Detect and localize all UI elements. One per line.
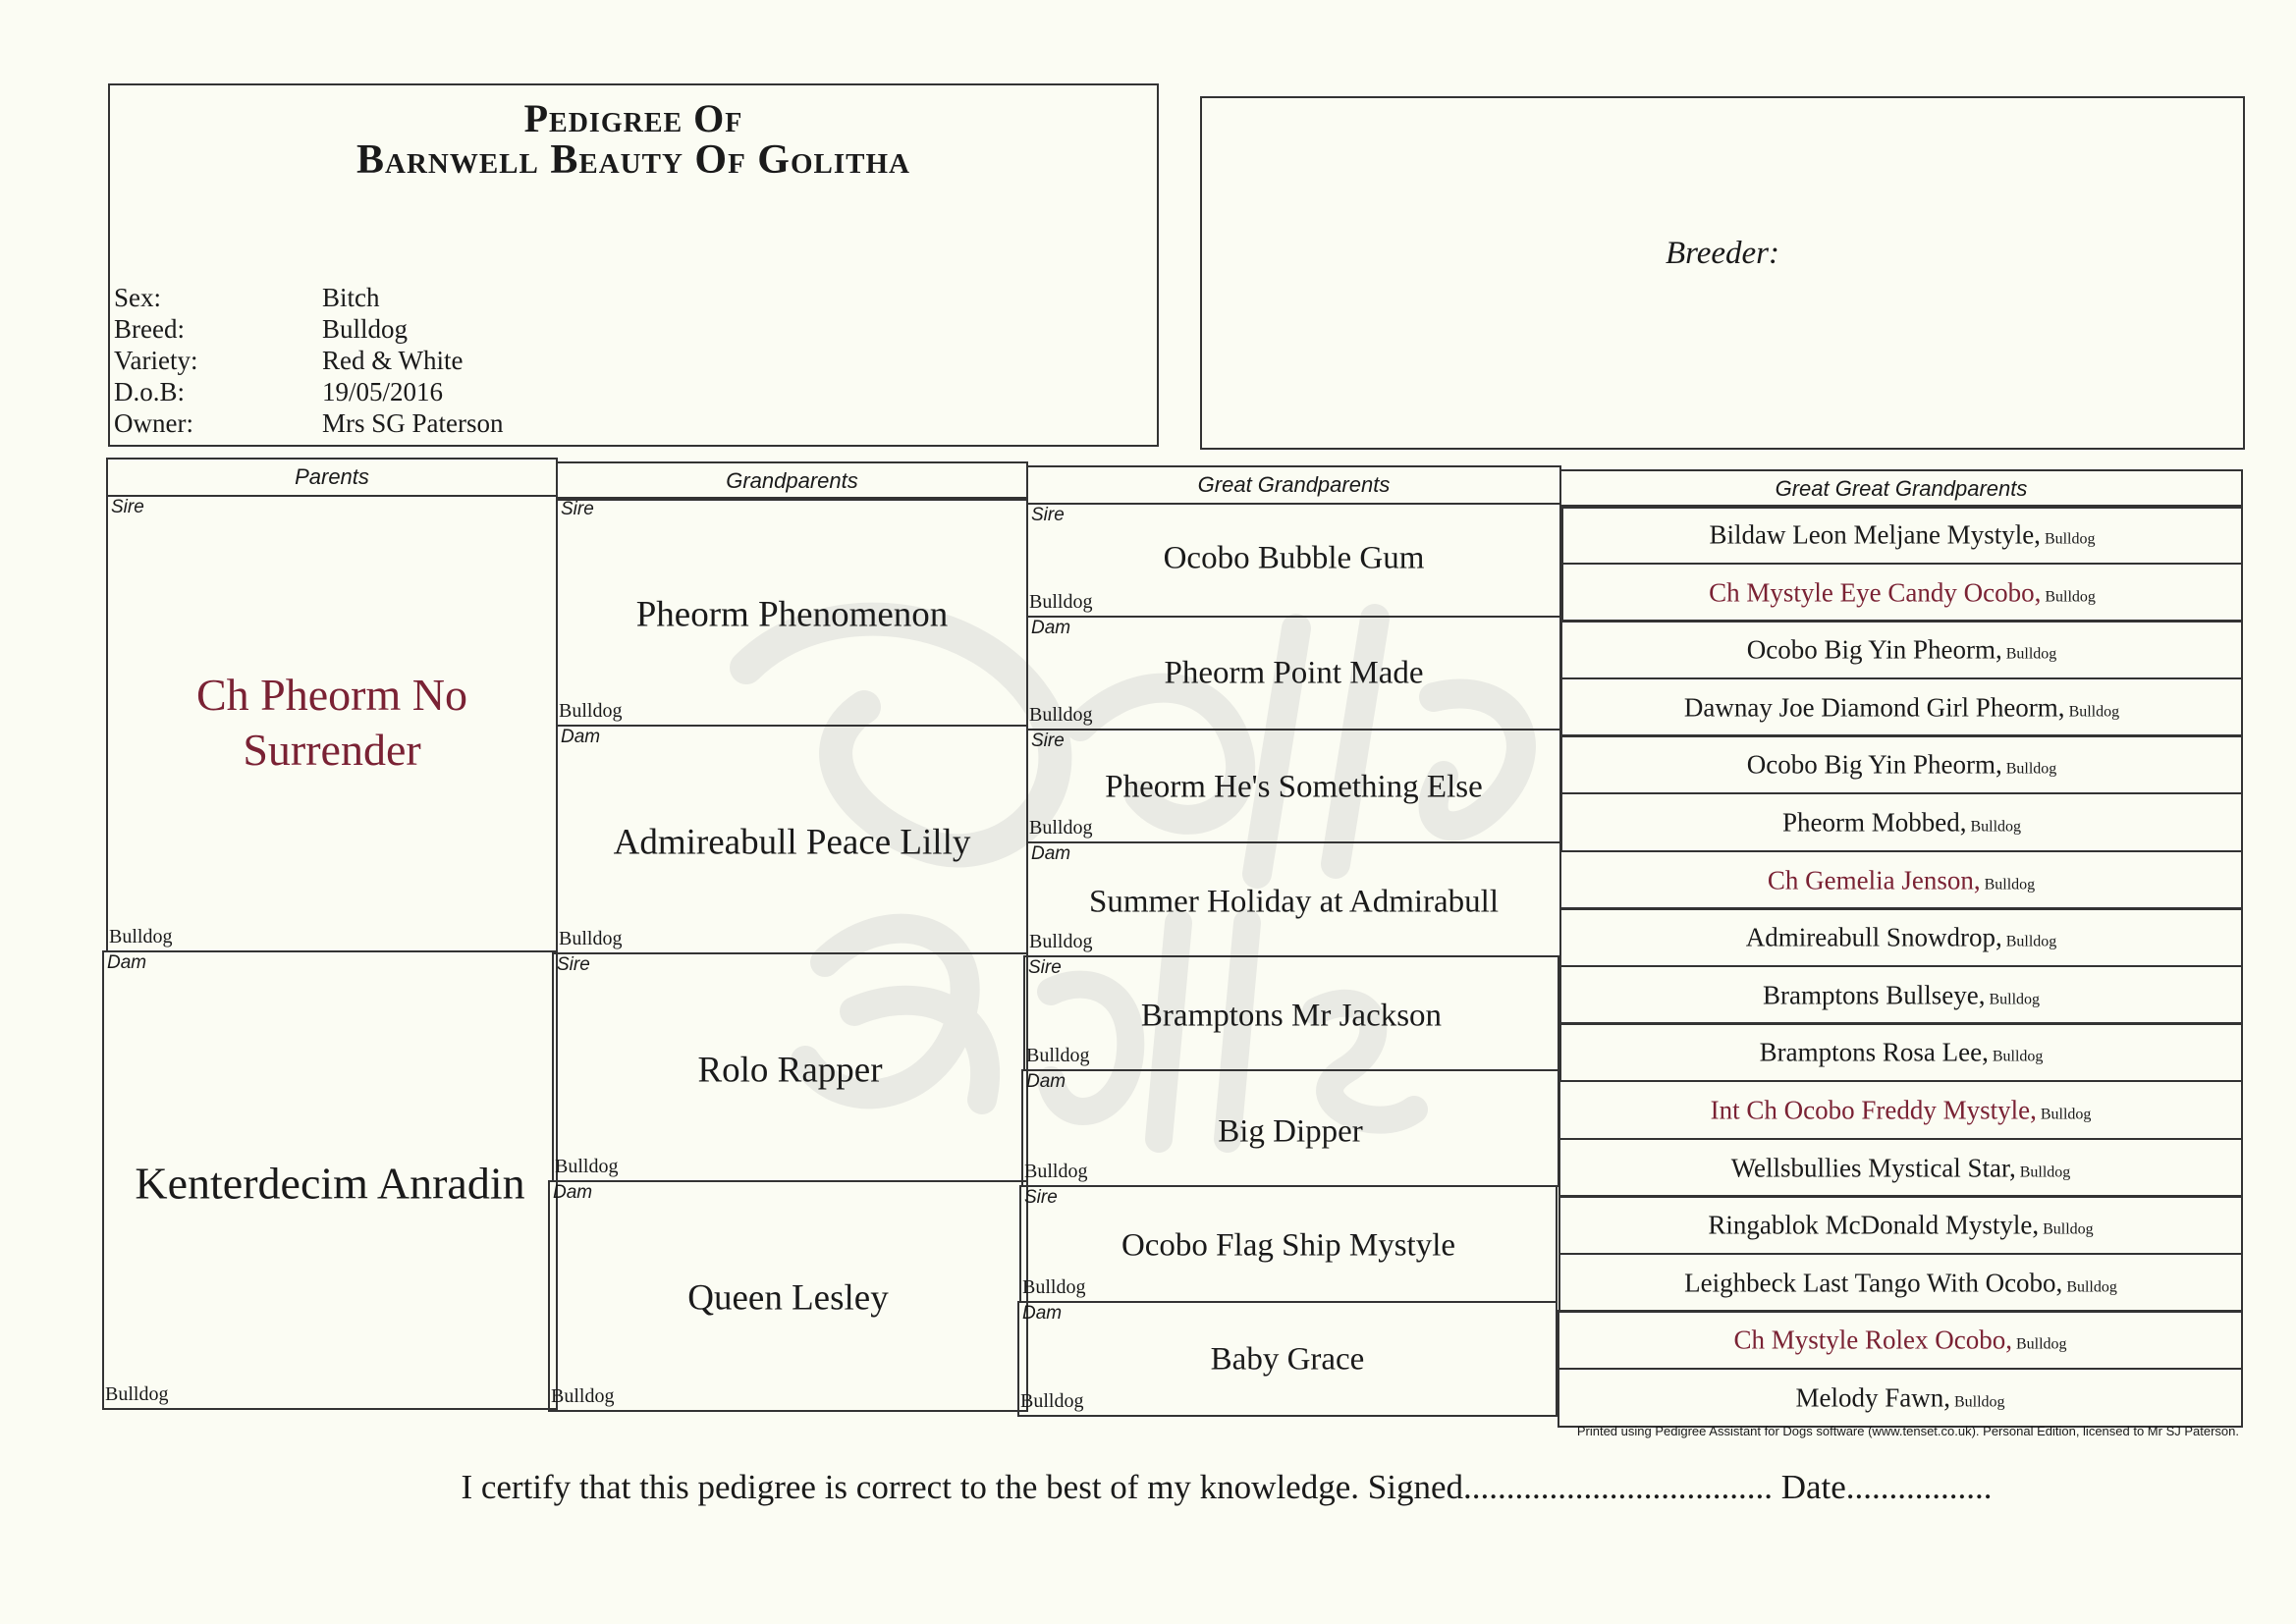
- info-value-owner: Mrs SG Paterson: [322, 408, 504, 438]
- breed-label: Bulldog: [2005, 933, 2057, 949]
- great-great-grandparent-row: [1559, 850, 2243, 910]
- breed-label: Bulldog: [1029, 704, 1093, 726]
- great-great-grandparent-entry: [1560, 1268, 2241, 1298]
- breeder-panel: [1200, 96, 2245, 450]
- great-grandparent-name: Bramptons Mr Jackson: [1140, 998, 1443, 1034]
- great-great-grandparent-row: [1558, 1138, 2243, 1198]
- great-great-grandparent-entry: [1561, 922, 2241, 952]
- great-great-grandparent-name: Bramptons Rosa Lee,: [1759, 1037, 1989, 1066]
- column-header-parents: Parents: [106, 458, 558, 497]
- sire-role-label: Sire: [561, 499, 594, 519]
- title-line-2: Barnwell Beauty Of Golitha: [356, 137, 910, 183]
- great-grandparent-cell: [1023, 955, 1559, 1071]
- great-grandparent-name: Pheorm Point Made: [1164, 655, 1424, 691]
- breed-label: Bulldog: [2044, 530, 2096, 547]
- dam-role-label: Dam: [1031, 843, 1071, 864]
- grandparent-cell: [552, 952, 1028, 1182]
- great-grandparent-name: Baby Grace: [1210, 1341, 1365, 1378]
- great-grandparent-cell: [1017, 1301, 1558, 1417]
- sire-role-label: Sire: [1031, 505, 1065, 525]
- great-great-grandparent-name: Ch Gemelia Jenson,: [1767, 865, 1981, 894]
- great-great-grandparent-row: [1558, 1080, 2243, 1140]
- dam-role-label: Dam: [553, 1182, 593, 1203]
- title-line-1: Pedigree Of: [523, 96, 743, 140]
- great-grandparent-cell: [1019, 1185, 1558, 1303]
- great-great-grandparent-row: [1560, 734, 2243, 794]
- breed-label: Bulldog: [2068, 703, 2120, 720]
- info-label-sex: Sex:: [114, 283, 162, 312]
- great-great-grandparent-name: Melody Fawn,: [1795, 1382, 1950, 1412]
- great-grandparent-name: Pheorm He's Something Else: [1105, 769, 1483, 805]
- breed-label: Bulldog: [1989, 991, 2041, 1007]
- great-great-grandparent-entry: [1563, 577, 2241, 608]
- sire-role-label: Sire: [1028, 957, 1062, 978]
- sire-role-label: Sire: [557, 954, 590, 975]
- breed-label: Bulldog: [1953, 1393, 2005, 1410]
- breed-label: Bulldog: [2005, 760, 2057, 777]
- great-great-grandparent-entry: [1563, 519, 2241, 550]
- great-great-grandparent-name: Ch Mystyle Rolex Ocobo,: [1733, 1325, 2012, 1354]
- great-grandparent-name: Big Dipper: [1218, 1113, 1363, 1150]
- sire-role-label: Sire: [1031, 731, 1065, 751]
- great-great-grandparent-entry: [1559, 1325, 2241, 1355]
- column-header-great-grandparents: Great Grandparents: [1026, 465, 1561, 505]
- great-great-grandparent-name: Admireabull Snowdrop,: [1745, 922, 2002, 951]
- great-great-grandparent-entry: [1561, 1037, 2241, 1067]
- breed-label: Bulldog: [2066, 1278, 2117, 1295]
- great-great-grandparent-entry: [1559, 1382, 2241, 1413]
- great-great-grandparent-row: [1558, 1195, 2243, 1255]
- great-great-grandparent-row: [1559, 965, 2243, 1025]
- sire-role-label: Sire: [111, 497, 144, 517]
- great-great-grandparent-row: [1559, 907, 2243, 967]
- dam-role-label: Dam: [1022, 1303, 1063, 1324]
- great-grandparent-cell: [1026, 503, 1561, 618]
- great-great-grandparent-row: [1561, 505, 2243, 565]
- info-value-breed: Bulldog: [322, 314, 409, 344]
- info-label-variety: Variety:: [114, 346, 198, 375]
- great-great-grandparent-name: Wellsbullies Mystical Star,: [1730, 1153, 2016, 1182]
- breed-label: Bulldog: [105, 1383, 169, 1405]
- dam-role-label: Dam: [1026, 1071, 1066, 1092]
- parent-sire-cell: [106, 495, 558, 952]
- great-great-grandparent-name: Pheorm Mobbed,: [1781, 807, 1967, 837]
- breed-label: Bulldog: [555, 1156, 619, 1177]
- info-label-breed: Breed:: [114, 314, 185, 344]
- breed-label: Bulldog: [1022, 1276, 1086, 1298]
- breed-label: Bulldog: [1992, 1048, 2044, 1064]
- great-grandparent-cell: [1021, 1069, 1559, 1187]
- breed-label: Bulldog: [2015, 1335, 2067, 1352]
- sire-role-label: Sire: [1024, 1187, 1058, 1208]
- dam-role-label: Dam: [561, 727, 601, 747]
- great-great-grandparent-entry: [1562, 749, 2241, 780]
- breed-label: Bulldog: [1029, 591, 1093, 613]
- dam-role-label: Dam: [1031, 618, 1071, 638]
- great-great-grandparent-name: Ringablok McDonald Mystyle,: [1708, 1210, 2040, 1239]
- parent-dam-cell: [102, 950, 558, 1410]
- grandparent-name: Admireabull Peace Lilly: [613, 822, 971, 863]
- grandparent-name: Queen Lesley: [687, 1277, 889, 1319]
- info-label-owner: Owner:: [114, 408, 193, 438]
- great-great-grandparent-entry: [1561, 865, 2241, 895]
- info-value-variety: Red & White: [322, 346, 464, 375]
- great-great-grandparent-name: Int Ch Ocobo Freddy Mystyle,: [1710, 1095, 2037, 1124]
- software-footer-note: Printed using Pedigree Assistant for Dogs software (www.tenset.co.uk). Personal Edition, licensed to Mr SJ Paterson.: [1576, 1424, 2239, 1438]
- breed-label: Bulldog: [1029, 931, 1093, 952]
- great-grandparent-cell: [1026, 729, 1561, 843]
- breed-label: Bulldog: [1026, 1045, 1090, 1066]
- great-great-grandparent-name: Ocobo Big Yin Pheorm,: [1746, 749, 2002, 779]
- great-great-grandparent-name: Ocobo Big Yin Pheorm,: [1746, 634, 2002, 664]
- great-great-grandparent-entry: [1560, 1153, 2241, 1183]
- breed-label: Bulldog: [559, 700, 623, 722]
- grandparent-cell: [556, 497, 1028, 727]
- breed-label: Bulldog: [559, 928, 623, 949]
- breed-label: Bulldog: [109, 926, 173, 947]
- column-header-grandparents: Grandparents: [556, 461, 1028, 501]
- breed-label: Bulldog: [1029, 817, 1093, 839]
- great-great-grandparent-name: Leighbeck Last Tango With Ocobo,: [1684, 1268, 2063, 1297]
- great-great-grandparent-row: [1559, 1022, 2243, 1082]
- breed-label: Bulldog: [2019, 1164, 2071, 1180]
- certification-statement: I certify that this pedigree is correct to the best of my knowledge. Signed.................................... Date.................: [461, 1468, 1993, 1506]
- info-label-dob: D.o.B:: [114, 377, 186, 406]
- great-great-grandparent-entry: [1560, 1095, 2241, 1125]
- breed-label: Bulldog: [1970, 818, 2022, 835]
- breed-label: Bulldog: [1984, 876, 2036, 893]
- breed-label: Bulldog: [1020, 1390, 1084, 1412]
- dam-role-label: Dam: [107, 952, 147, 973]
- great-great-grandparent-entry: [1562, 634, 2241, 665]
- great-great-grandparent-row: [1560, 620, 2243, 679]
- breeder-label: Breeder:: [1665, 236, 1780, 271]
- info-value-sex: Bitch: [322, 283, 380, 312]
- breed-label: Bulldog: [2040, 1106, 2092, 1122]
- great-grandparent-name: Ocobo Flag Ship Mystyle: [1121, 1227, 1456, 1264]
- grandparent-cell: [556, 725, 1028, 954]
- great-great-grandparent-name: Dawnay Joe Diamond Girl Pheorm,: [1683, 692, 2065, 722]
- great-great-grandparent-entry: [1560, 1210, 2241, 1240]
- grandparent-cell: [548, 1180, 1028, 1412]
- great-great-grandparent-name: Ch Mystyle Eye Candy Ocobo,: [1709, 577, 2042, 607]
- great-great-grandparent-row: [1560, 677, 2243, 737]
- great-grandparent-cell: [1026, 841, 1561, 957]
- great-great-grandparent-row: [1558, 1253, 2243, 1313]
- great-great-grandparent-row: [1558, 1368, 2243, 1428]
- breed-label: Bulldog: [2043, 1220, 2094, 1237]
- great-great-grandparent-entry: [1562, 692, 2241, 723]
- dog-header-panel: [108, 83, 1159, 447]
- parent-dam-name: Kenterdecim Anradin: [135, 1158, 525, 1209]
- great-great-grandparent-row: [1561, 563, 2243, 623]
- grandparent-name: Rolo Rapper: [697, 1050, 883, 1091]
- great-grandparent-name: Summer Holiday at Admirabull: [1088, 884, 1500, 920]
- breed-label: Bulldog: [551, 1385, 615, 1407]
- great-grandparent-name: Ocobo Bubble Gum: [1163, 540, 1425, 576]
- breed-label: Bulldog: [1024, 1161, 1088, 1182]
- parent-sire-name: Ch Pheorm No Surrender: [196, 670, 467, 775]
- great-great-grandparent-row: [1558, 1310, 2243, 1370]
- info-value-dob: 19/05/2016: [322, 377, 444, 406]
- great-great-grandparent-row: [1560, 792, 2243, 852]
- great-great-grandparent-entry: [1561, 980, 2241, 1010]
- great-great-grandparent-name: Bramptons Bullseye,: [1762, 980, 1986, 1009]
- breed-label: Bulldog: [2005, 645, 2057, 662]
- great-grandparent-cell: [1026, 616, 1561, 731]
- grandparent-name: Pheorm Phenomenon: [635, 594, 949, 635]
- column-header-great-great-grandparents: Great Great Grandparents: [1559, 469, 2243, 509]
- great-great-grandparent-entry: [1562, 807, 2241, 838]
- breed-label: Bulldog: [2045, 588, 2096, 605]
- great-great-grandparent-name: Bildaw Leon Meljane Mystyle,: [1709, 519, 2041, 549]
